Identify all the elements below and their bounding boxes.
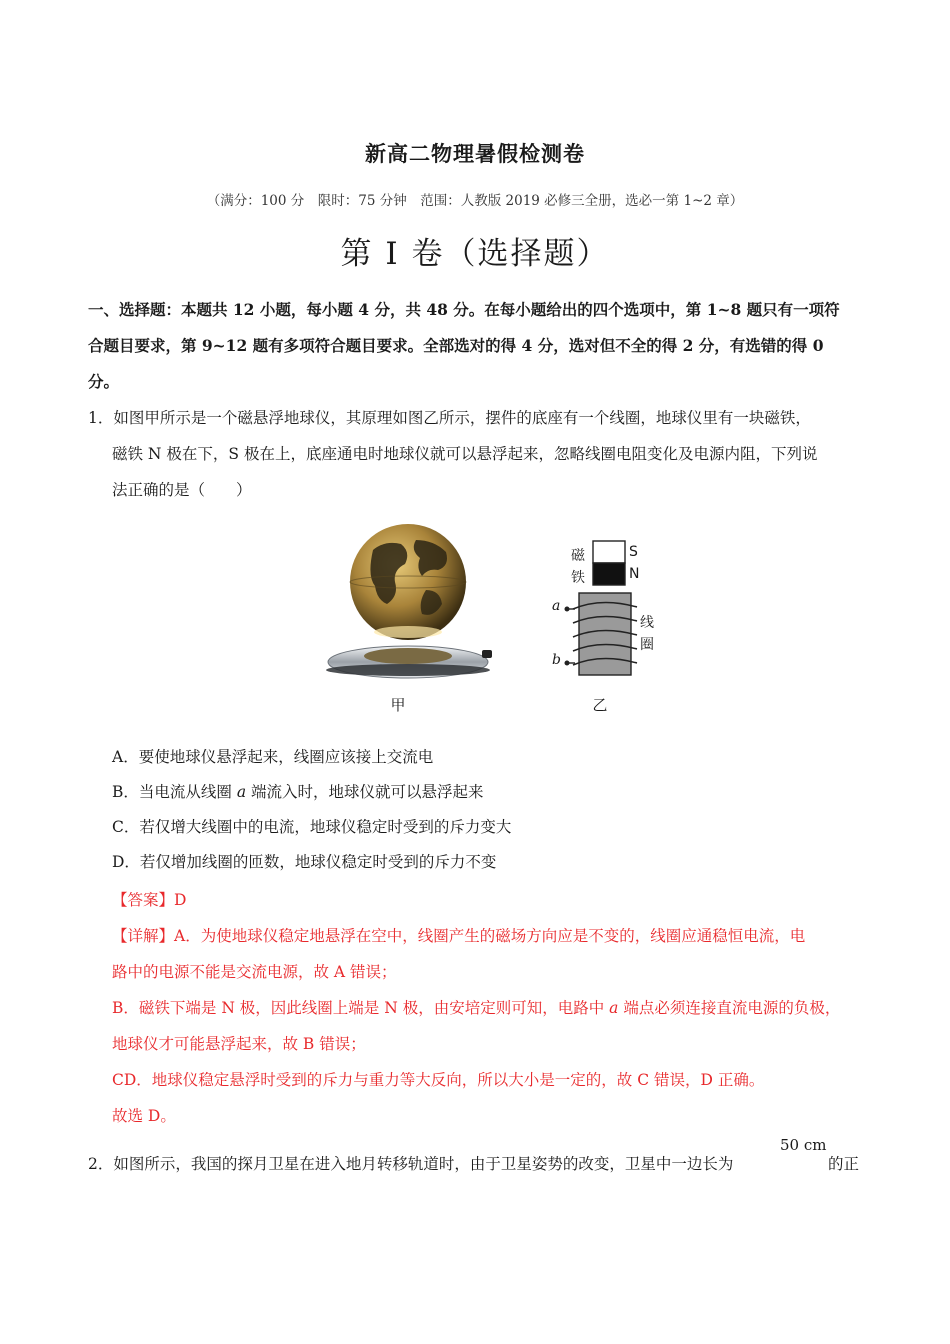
terminal-a-label: a <box>552 598 561 614</box>
question-number: 1． <box>88 409 114 427</box>
section-instructions-line1: 一、选择题：本题共 12 小题，每小题 4 分，共 48 分。在每小题给出的四个选项中，第 1~8 题只有一项符 <box>88 300 840 319</box>
question-1-line3: 法正确的是（ ） <box>112 481 252 499</box>
question-text: 如图所示，我国的探月卫星在进入地月转移轨道时，由于卫星姿势的改变，卫星中一边长为 <box>113 1155 734 1173</box>
coil-label-1: 线 <box>640 615 654 631</box>
option-b-text-post: 端流入时，地球仪就可以悬浮起来 <box>246 783 484 801</box>
q2-length-value: 50 cm <box>780 1136 827 1154</box>
magnet-label-2: 铁 <box>571 570 585 586</box>
coil-core <box>579 593 631 675</box>
coil-label-2: 圈 <box>640 637 654 653</box>
option-d: D．若仅增加线圈的匝数，地球仪稳定时受到的斥力不变 <box>112 853 497 871</box>
question-1-line2: 磁铁 N 极在下，S 极在上，底座通电时地球仪就可以悬浮起来，忽略线圈电阻变化及电源内阻，下列说 <box>112 445 818 463</box>
option-b-variable: a <box>236 783 247 801</box>
magnet-label-1: 磁 <box>571 548 585 564</box>
terminal-a-dot <box>565 607 570 612</box>
explanation-line2: 路中的电源不能是交流电源，故 A 错误； <box>112 963 397 981</box>
maglev-globe-figure <box>318 520 498 690</box>
terminal-b-dot <box>565 661 570 666</box>
explanation-line5: CD．地球仪稳定悬浮时受到的斥力与重力等大反向，所以大小是一定的，故 C 错误，D 正确。 <box>112 1071 765 1089</box>
answer: 【答案】D <box>112 891 187 909</box>
maglev-schematic-figure <box>545 535 675 680</box>
pole-s-label: S <box>629 544 638 560</box>
question-text: 如图甲所示是一个磁悬浮地球仪，其原理如图乙所示，摆件的底座有一个线圈，地球仪里有一块磁铁， <box>113 409 811 427</box>
magnet-s-pole <box>593 541 625 563</box>
exam-subtitle: （满分：100 分 限时：75 分钟 范围：人教版 2019 必修三全册，选必一第 1~2 章） <box>206 193 744 209</box>
question-1-line1 <box>88 400 878 436</box>
question-2-line1 <box>88 1146 878 1182</box>
explanation-line6: 故选 D。 <box>112 1107 176 1125</box>
option-b-text-pre: B．当电流从线圈 <box>112 783 237 801</box>
option-a: A．要使地球仪悬浮起来，线圈应该接上交流电 <box>112 748 434 766</box>
globe-icon <box>350 524 466 640</box>
explanation-line3-post: 端点必须连接直流电源的负极， <box>618 999 841 1017</box>
explanation-variable: a <box>609 999 619 1017</box>
question-number: 2． <box>88 1155 114 1173</box>
option-b <box>112 775 872 810</box>
terminal-b-label: b <box>552 652 561 668</box>
figure-label-jia: 甲 <box>390 696 406 714</box>
section-instructions-line2: 合题目要求，第 9~12 题有多项符合题目要求。全部选对的得 4 分，选对但不全的得 2 分，有选错的得 0 <box>88 336 824 355</box>
explanation-line1: 【详解】A．为使地球仪稳定地悬浮在空中，线圈产生的磁场方向应是不变的，线圈应通稳恒电流，电 <box>112 927 806 945</box>
volume-title: 第 I 卷（选择题） <box>340 236 610 272</box>
section-instructions-line3: 分。 <box>88 372 120 391</box>
figure-label-yi: 乙 <box>592 696 608 714</box>
magnet-n-pole <box>593 563 625 585</box>
explanation-line4: 地球仪才可能悬浮起来，故 B 错误； <box>112 1035 366 1053</box>
question-2-tail: 的正 <box>828 1155 860 1173</box>
pole-n-label: N <box>629 566 640 582</box>
explanation-line3-pre: B．磁铁下端是 N 极，因此线圈上端是 N 极，由安培定则可知，电路中 <box>112 999 610 1017</box>
option-c: C．若仅增大线圈中的电流，地球仪稳定时受到的斥力变大 <box>112 818 512 836</box>
explanation-line3 <box>112 990 872 1026</box>
page-title: 新高二物理暑假检测卷 <box>365 141 585 166</box>
